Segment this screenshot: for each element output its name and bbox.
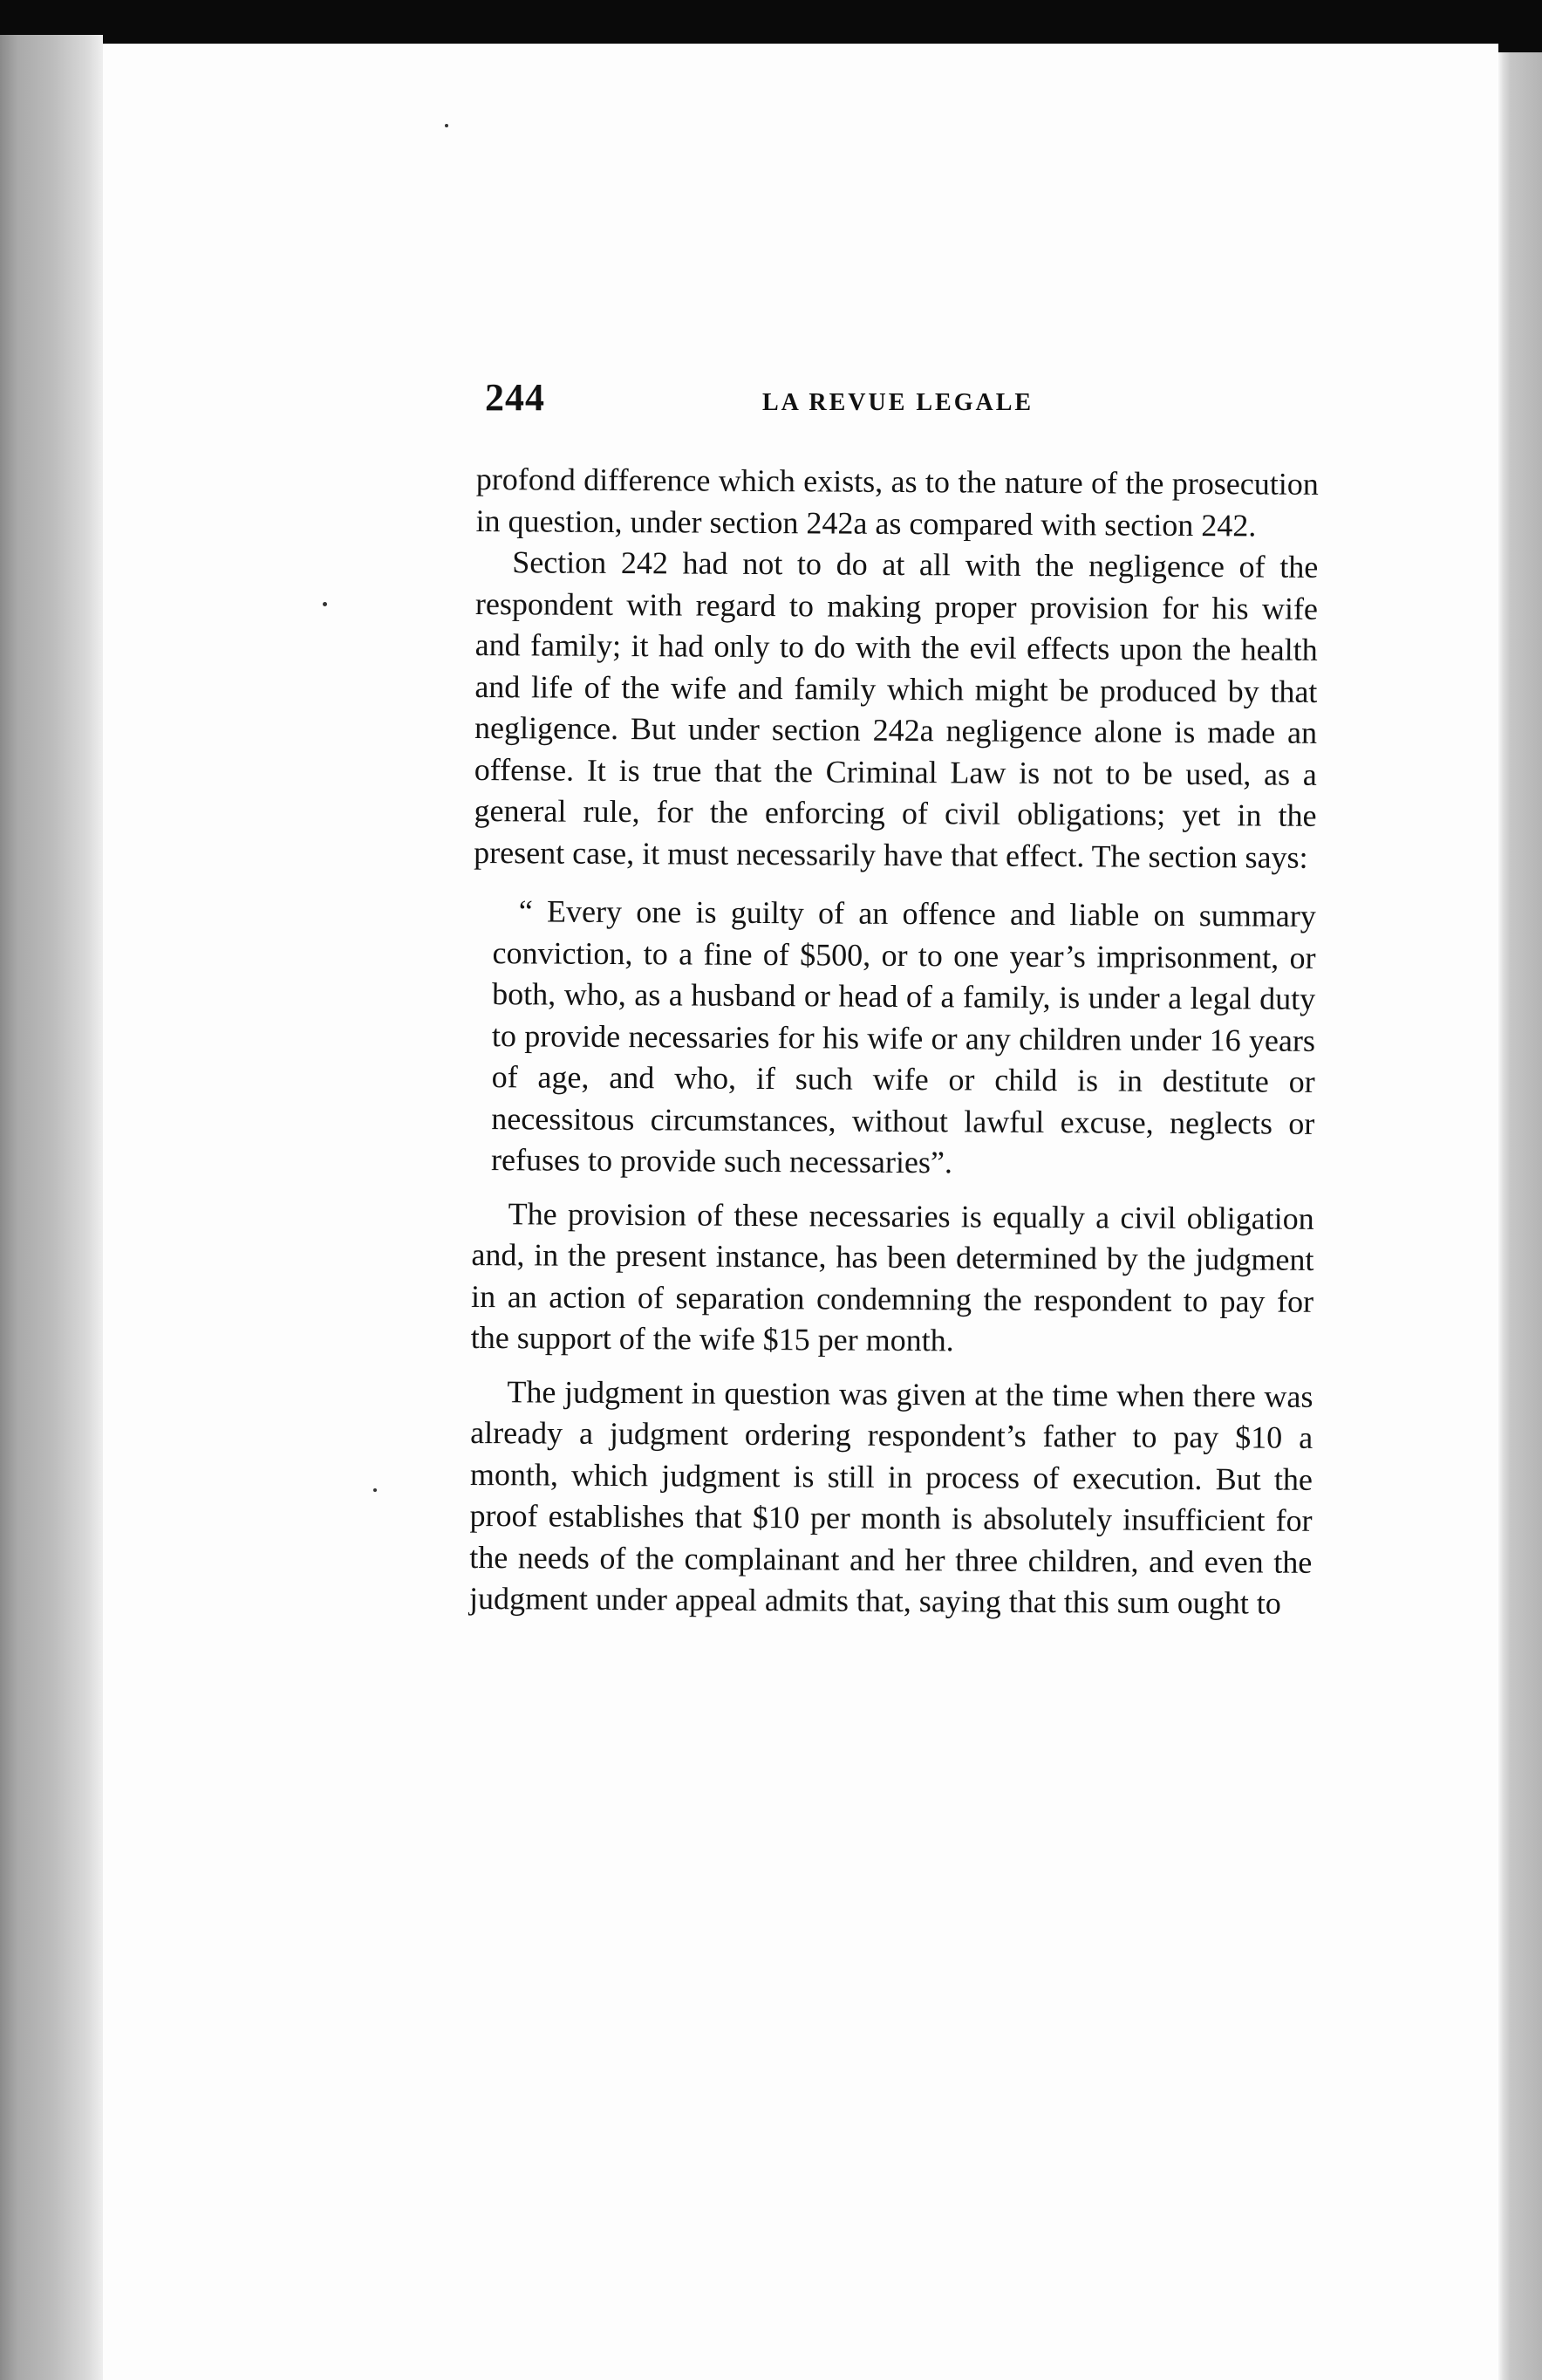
running-title: LA REVUE LEGALE	[762, 389, 1034, 416]
quoted-statute: “ Every one is guilty of an offence and liable on summary conviction, to a fine of $500, or to one year’s imprisonment, or both, who, as a husband or head of a family, is under a legal duty to provide necessaries for his wife or any children under 16 years of age, and who, if such wife or child is in destitute or necessitous circumstances, without lawful excuse, neglects or refuses to provide such necessaries”.	[490, 893, 1316, 1180]
body-text	[469, 459, 1319, 1624]
scan-speck	[445, 124, 448, 127]
scan-right-margin	[1498, 52, 1542, 2380]
page-number: 244	[485, 376, 545, 419]
paragraph-continuation: profond difference which exists, as to the nature of the prosecution in question, under section 242a as compared with section 242.	[475, 461, 1319, 543]
paragraph-section-242: Section 242 had not to do at all with the negligence of the respondent with regard to making proper provision for his wife and family; it had only to do with the evil effects upon the health and life of the wife and family which might be produced by that negligence. But under section 242a negligence alone is made an offense. It is true that the Criminal Law is not to be used, as a general rule, for the enforcing of civil obligations; yet in the present case, it must necessarily have that effect. The section says:	[474, 544, 1319, 875]
paragraph-judgment: The judgment in question was given at the time when there was already a judgment ordering respondent’s father to pay $10 a month, which judgment is still in process of execution. But the proof establishes that $10 per month is absolutely insufficient for the needs of the complainant and her three children, and even the judgment under appeal admits that, saying that this sum ought to	[468, 1373, 1313, 1621]
paragraph-civil-obligation: The provision of these necessaries is equally a civil obligation and, in the present instance, has been determined by the judgment in an action of separation condemning the respondent to pay for the support of the wife $15 per month.	[470, 1195, 1314, 1358]
scan-speck	[323, 602, 327, 606]
page-header	[485, 375, 1061, 427]
scan-left-margin	[0, 35, 103, 2380]
scan-speck	[373, 1488, 377, 1492]
